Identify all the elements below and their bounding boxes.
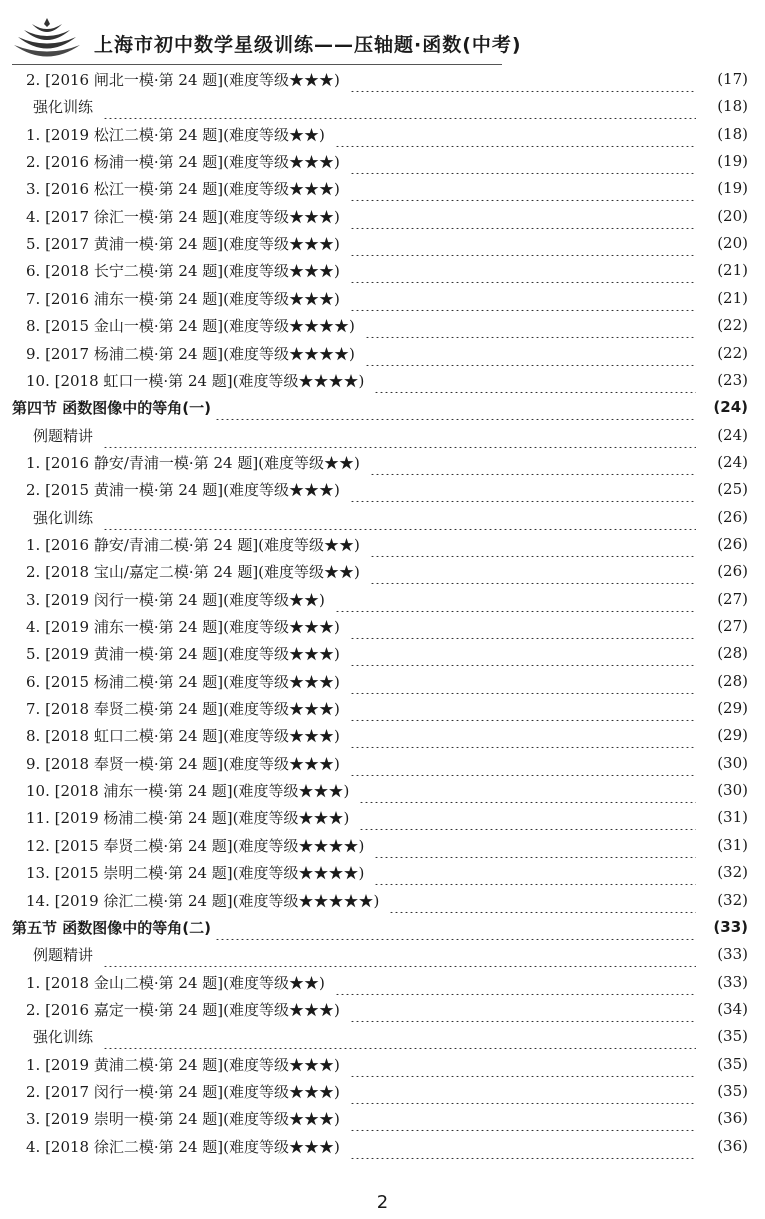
dot-leader — [359, 777, 696, 803]
toc-page-number: (31) — [717, 836, 748, 854]
toc-entry — [0, 996, 765, 1022]
dot-leader — [350, 203, 696, 229]
dot-leader — [350, 66, 696, 92]
dot-leader — [365, 312, 696, 338]
toc-page-number: (23) — [717, 371, 748, 389]
toc-entry-title: 强化训练 — [33, 1027, 94, 1046]
toc-page-number: (19) — [717, 152, 748, 170]
toc-entry-title: 14. [2019 徐汇二模·第 24 题](难度等级★★★★★) — [26, 891, 380, 910]
toc-page-number: (35) — [717, 1027, 748, 1045]
toc-page-number: (24) — [713, 398, 748, 416]
dot-leader — [350, 722, 696, 748]
toc-entry — [0, 668, 765, 694]
toc-page-number: (27) — [717, 617, 748, 635]
toc-entry-title: 13. [2015 崇明二模·第 24 题](难度等级★★★★) — [26, 863, 365, 882]
toc-page-number: (22) — [717, 344, 748, 362]
toc-page-number: (29) — [717, 726, 748, 744]
dot-leader — [215, 914, 696, 940]
toc-entry-title: 1. [2016 静安/青浦二模·第 24 题](难度等级★★) — [26, 535, 360, 554]
toc-page-number: (35) — [717, 1055, 748, 1073]
dot-leader — [350, 695, 696, 721]
dot-leader — [350, 996, 696, 1022]
toc-entry-title: 第四节 函数图像中的等角(一) — [12, 398, 211, 417]
dot-leader — [350, 1051, 696, 1077]
toc-page-number: (33) — [713, 918, 748, 936]
toc-page-number: (19) — [717, 179, 748, 197]
toc-entry-title: 7. [2016 浦东一模·第 24 题](难度等级★★★) — [26, 289, 340, 308]
toc-page-number: (26) — [717, 562, 748, 580]
toc-entry-title: 11. [2019 杨浦二模·第 24 题](难度等级★★★) — [26, 808, 350, 827]
toc-page-number: (26) — [717, 508, 748, 526]
toc-entry-title: 1. [2019 松江二模·第 24 题](难度等级★★) — [26, 125, 325, 144]
dot-leader — [335, 121, 696, 147]
toc-entry — [0, 613, 765, 639]
toc-entry-title: 3. [2016 松江一模·第 24 题](难度等级★★★) — [26, 179, 340, 198]
toc-entry-title: 4. [2018 徐汇二模·第 24 题](难度等级★★★) — [26, 1137, 340, 1156]
toc-page-number: (18) — [717, 125, 748, 143]
toc-entry — [0, 121, 765, 147]
toc-entry-title: 例题精讲 — [33, 945, 94, 964]
dot-leader — [103, 93, 696, 119]
dot-leader — [103, 1023, 696, 1049]
dot-leader — [335, 969, 696, 995]
toc-entry-title: 3. [2019 崇明一模·第 24 题](难度等级★★★) — [26, 1109, 340, 1128]
toc-entry — [0, 257, 765, 283]
toc-entry — [0, 476, 765, 502]
toc-page-number: (34) — [717, 1000, 748, 1018]
toc-entry — [0, 640, 765, 666]
toc-page-number: (24) — [717, 426, 748, 444]
toc-entry — [0, 586, 765, 612]
toc-entry-title: 例题精讲 — [33, 426, 94, 445]
toc-page-number: (35) — [717, 1082, 748, 1100]
dot-leader — [389, 887, 696, 913]
toc-entry-title: 2. [2016 闸北一模·第 24 题](难度等级★★★) — [26, 70, 340, 89]
dot-leader — [370, 531, 696, 557]
toc-entry — [0, 1078, 765, 1104]
toc-subheading — [0, 93, 765, 119]
dot-leader — [374, 832, 696, 858]
toc-page-number: (25) — [717, 480, 748, 498]
toc-entry — [0, 832, 765, 858]
toc-entry-title: 6. [2015 杨浦二模·第 24 题](难度等级★★★) — [26, 672, 340, 691]
toc-entry-title: 强化训练 — [33, 97, 94, 116]
toc-page-number: (33) — [717, 973, 748, 991]
toc-entry — [0, 969, 765, 995]
dot-leader — [350, 257, 696, 283]
toc-page-number: (18) — [717, 97, 748, 115]
toc-entry-title: 9. [2018 奉贤一模·第 24 题](难度等级★★★) — [26, 754, 340, 773]
dot-leader — [350, 476, 696, 502]
toc-entry-title: 4. [2019 浦东一模·第 24 题](难度等级★★★) — [26, 617, 340, 636]
dot-leader — [370, 558, 696, 584]
dot-leader — [103, 504, 696, 530]
toc-subheading — [0, 504, 765, 530]
toc-subheading — [0, 941, 765, 967]
toc-entry — [0, 175, 765, 201]
toc-entry — [0, 531, 765, 557]
toc-entry-title: 10. [2018 虹口一模·第 24 题](难度等级★★★★) — [26, 371, 365, 390]
toc-entry-title: 1. [2016 静安/青浦一模·第 24 题](难度等级★★) — [26, 453, 360, 472]
dot-leader — [370, 449, 696, 475]
toc-entry-title: 7. [2018 奉贤二模·第 24 题](难度等级★★★) — [26, 699, 340, 718]
dot-leader — [365, 340, 696, 366]
toc-entry — [0, 558, 765, 584]
toc-section-heading — [0, 394, 765, 420]
toc-entry — [0, 777, 765, 803]
toc-page-number: (36) — [717, 1109, 748, 1127]
toc-page-number: (27) — [717, 590, 748, 608]
dot-leader — [350, 750, 696, 776]
toc-entry — [0, 750, 765, 776]
toc-entry-title: 5. [2017 黄浦一模·第 24 题](难度等级★★★) — [26, 234, 340, 253]
toc-entry — [0, 66, 765, 92]
toc-page-number: (21) — [717, 289, 748, 307]
dot-leader — [350, 613, 696, 639]
toc-entry — [0, 340, 765, 366]
toc-entry-title: 3. [2019 闵行一模·第 24 题](难度等级★★) — [26, 590, 325, 609]
toc-section-heading — [0, 914, 765, 940]
page-number: 2 — [376, 1192, 389, 1213]
book-series-logo — [12, 14, 82, 62]
toc-entry — [0, 203, 765, 229]
dot-leader — [350, 285, 696, 311]
toc-subheading — [0, 1023, 765, 1049]
toc-page-number: (33) — [717, 945, 748, 963]
toc-page-number: (17) — [717, 70, 748, 88]
toc-page-number: (30) — [717, 781, 748, 799]
toc-page-number: (28) — [717, 644, 748, 662]
toc-page-number: (20) — [717, 234, 748, 252]
toc-entry-title: 2. [2017 闵行一模·第 24 题](难度等级★★★) — [26, 1082, 340, 1101]
toc-page-number: (31) — [717, 808, 748, 826]
toc-entry — [0, 367, 765, 393]
dot-leader — [103, 941, 696, 967]
toc-page-number: (36) — [717, 1137, 748, 1155]
toc-entry-title: 8. [2015 金山一模·第 24 题](难度等级★★★★) — [26, 316, 355, 335]
toc-page-number: (30) — [717, 754, 748, 772]
toc-entry-title: 2. [2015 黄浦一模·第 24 题](难度等级★★★) — [26, 480, 340, 499]
toc-entry — [0, 887, 765, 913]
dot-leader — [350, 1133, 696, 1159]
toc-entry — [0, 1133, 765, 1159]
toc-entry — [0, 148, 765, 174]
toc-subheading — [0, 422, 765, 448]
book-title: 上海市初中数学星级训练——压轴题·函数(中考) — [94, 34, 522, 56]
toc-entry-title: 5. [2019 黄浦一模·第 24 题](难度等级★★★) — [26, 644, 340, 663]
toc-page-number: (28) — [717, 672, 748, 690]
header-rule — [12, 64, 502, 65]
toc-page-number: (22) — [717, 316, 748, 334]
toc-entry — [0, 312, 765, 338]
dot-leader — [350, 230, 696, 256]
toc-entry-title: 12. [2015 奉贤二模·第 24 题](难度等级★★★★) — [26, 836, 365, 855]
dot-leader — [350, 640, 696, 666]
toc-page-number: (26) — [717, 535, 748, 553]
toc-entry — [0, 1105, 765, 1131]
dot-leader — [374, 859, 696, 885]
dot-leader — [350, 175, 696, 201]
dot-leader — [374, 367, 696, 393]
toc-entry-title: 10. [2018 浦东一模·第 24 题](难度等级★★★) — [26, 781, 350, 800]
page-header — [12, 14, 522, 66]
toc-entry-title: 2. [2018 宝山/嘉定二模·第 24 题](难度等级★★) — [26, 562, 360, 581]
toc-entry — [0, 285, 765, 311]
toc-page-number: (32) — [717, 891, 748, 909]
toc-entry-title: 8. [2018 虹口二模·第 24 题](难度等级★★★) — [26, 726, 340, 745]
toc-entry — [0, 695, 765, 721]
dot-leader — [350, 148, 696, 174]
toc-entry — [0, 449, 765, 475]
toc-page-number: (29) — [717, 699, 748, 717]
toc-page-number: (20) — [717, 207, 748, 225]
toc-entry-title: 第五节 函数图像中的等角(二) — [12, 918, 211, 937]
dot-leader — [350, 1105, 696, 1131]
toc-entry-title: 9. [2017 杨浦二模·第 24 题](难度等级★★★★) — [26, 344, 355, 363]
toc-entry-title: 4. [2017 徐汇一模·第 24 题](难度等级★★★) — [26, 207, 340, 226]
dot-leader — [359, 804, 696, 830]
toc-entry-title: 6. [2018 长宁二模·第 24 题](难度等级★★★) — [26, 261, 340, 280]
toc-page-number: (21) — [717, 261, 748, 279]
toc-entry-title: 2. [2016 杨浦一模·第 24 题](难度等级★★★) — [26, 152, 340, 171]
toc-page-number: (32) — [717, 863, 748, 881]
toc-entry — [0, 230, 765, 256]
toc-entry — [0, 859, 765, 885]
toc-entry-title: 强化训练 — [33, 508, 94, 527]
toc-entry-title: 1. [2019 黄浦二模·第 24 题](难度等级★★★) — [26, 1055, 340, 1074]
toc-entry — [0, 804, 765, 830]
dot-leader — [350, 668, 696, 694]
toc-page-number: (24) — [717, 453, 748, 471]
toc-entry — [0, 722, 765, 748]
dot-leader — [215, 394, 696, 420]
dot-leader — [335, 586, 696, 612]
toc-entry-title: 2. [2016 嘉定一模·第 24 题](难度等级★★★) — [26, 1000, 340, 1019]
toc-entry — [0, 1051, 765, 1077]
toc-entry-title: 1. [2018 金山二模·第 24 题](难度等级★★) — [26, 973, 325, 992]
dot-leader — [103, 422, 696, 448]
dot-leader — [350, 1078, 696, 1104]
